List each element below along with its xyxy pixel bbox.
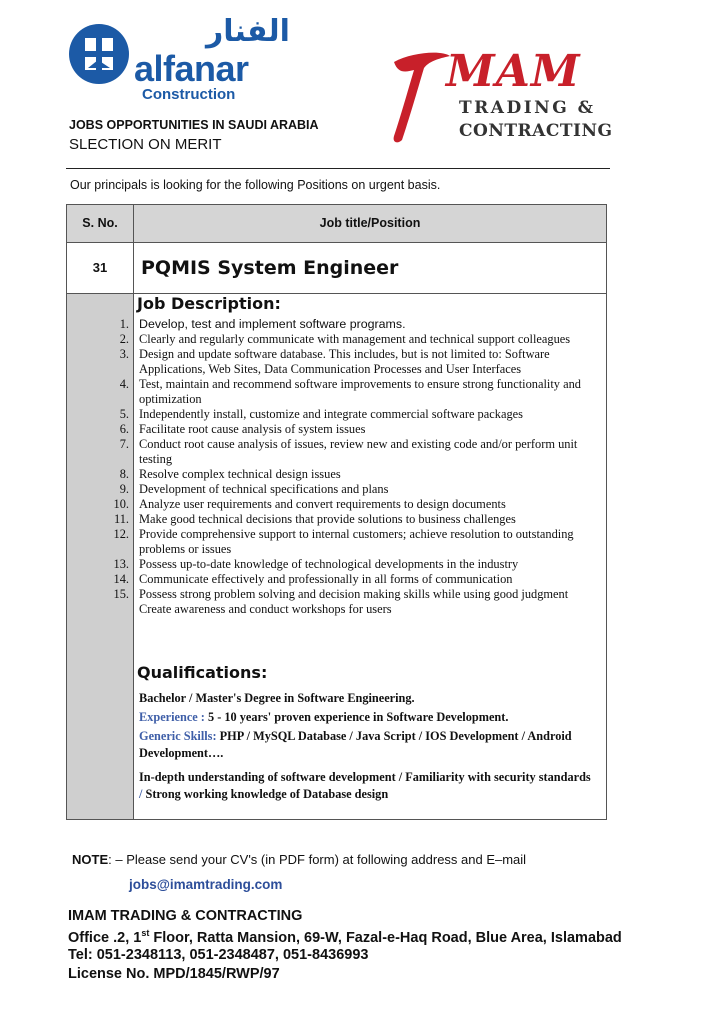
note-line <box>72 852 526 867</box>
job-description-item <box>107 347 607 377</box>
sno-column-header: S. No. <box>82 216 118 230</box>
item-number: 8. <box>119 467 129 481</box>
item-text: Analyze user requirements and convert requirements to design documents <box>139 497 506 511</box>
address-part-a: Office .2, 1 <box>68 929 142 946</box>
job-description-item <box>107 332 607 347</box>
imam-contracting-text: CONTRACTING <box>459 121 613 141</box>
job-description-item <box>107 377 607 407</box>
item-number: 15. <box>113 587 129 601</box>
job-description-item <box>107 317 607 332</box>
skills-value: PHP / MySQL Database / Java Script / IOS Development / Android Development…. <box>139 729 572 760</box>
job-description-item <box>107 422 607 437</box>
alfanar-logo <box>68 14 328 110</box>
header-divider <box>66 168 610 169</box>
qualification-degree: Bachelor / Master's Degree in Software Engineering. <box>139 691 415 705</box>
item-text: Create awareness and conduct workshops for users <box>139 602 392 616</box>
item-number: 5. <box>119 407 129 421</box>
job-serial-number: 31 <box>92 260 108 275</box>
jobs-heading: JOBS OPPORTUNITIES IN SAUDI ARABIA <box>69 118 319 132</box>
table-header-row <box>67 205 606 243</box>
qualifications-heading: Qualifications: <box>137 663 268 682</box>
item-text: Develop, test and implement software programs. <box>139 317 406 331</box>
item-number: 7. <box>119 437 129 451</box>
alfanar-arabic-name: الفنار <box>206 14 290 49</box>
company-phones: Tel: 051-2348113, 051-2348487, 051-8436993 <box>68 947 369 963</box>
item-number: 1. <box>119 317 129 331</box>
item-text: Facilitate root cause analysis of system issues <box>139 422 366 436</box>
job-table <box>66 204 607 820</box>
understanding-part-b: Strong working knowledge of Database design <box>145 787 389 801</box>
license-number: License No. MPD/1845/RWP/97 <box>68 966 280 982</box>
alfanar-name: alfanar <box>134 48 249 89</box>
job-description-list <box>107 317 607 617</box>
item-text: Provide comprehensive support to internal customers; achieve resolution to outstanding problems or issues <box>139 527 574 556</box>
job-description-item <box>107 497 607 512</box>
item-number: 2. <box>119 332 129 346</box>
item-number: 6. <box>119 422 129 436</box>
job-description-item <box>107 557 607 572</box>
imam-logo <box>384 48 624 148</box>
item-number: 14. <box>113 572 129 586</box>
item-text: Possess up-to-date knowledge of technological developments in the industry <box>139 557 519 571</box>
item-number: 4. <box>119 377 129 391</box>
qualification-skills <box>139 728 594 762</box>
experience-label: Experience : <box>139 710 205 724</box>
company-name: IMAM TRADING & CONTRACTING <box>68 908 303 924</box>
item-text: Possess strong problem solving and decision making skills while using good judgment <box>139 587 569 601</box>
alfanar-emblem-icon <box>68 23 130 85</box>
item-text: Independently install, customize and integrate commercial software packages <box>139 407 523 421</box>
job-description-item <box>107 467 607 482</box>
job-description-item <box>107 437 607 467</box>
job-title: PQMIS System Engineer <box>141 257 399 279</box>
job-description-item <box>107 587 607 602</box>
experience-value: 5 - 10 years' proven experience in Software Development. <box>207 710 509 724</box>
selection-note: SLECTION ON MERIT <box>69 136 222 153</box>
item-number: 11. <box>113 512 129 526</box>
item-text: Resolve complex technical design issues <box>139 467 341 481</box>
imam-trading-text: TRADING & <box>459 98 596 118</box>
item-text: Communicate effectively and professionally in all forms of communication <box>139 572 513 586</box>
intro-text: Our principals is looking for the following Positions on urgent basis. <box>70 178 441 192</box>
skills-label: Generic Skills: <box>139 729 217 743</box>
job-description-item <box>107 407 607 422</box>
job-description-item <box>107 512 607 527</box>
alfanar-subtitle: Construction <box>142 86 236 103</box>
item-text: Development of technical specifications and plans <box>139 482 389 496</box>
item-number: 3. <box>119 347 129 361</box>
item-text: Make good technical decisions that provide solutions to business challenges <box>139 512 516 526</box>
understanding-part-a: In-depth understanding of software development / Familiarity with security standards <box>139 770 591 784</box>
contact-email[interactable]: jobs@imamtrading.com <box>129 877 283 892</box>
understanding-separator: / <box>139 787 143 801</box>
qualification-understanding <box>139 769 594 803</box>
qualification-experience <box>139 709 594 726</box>
item-text: Clearly and regularly communicate with management and technical support colleagues <box>139 332 571 346</box>
job-description-item <box>107 527 607 557</box>
job-description-item <box>107 572 607 587</box>
job-row <box>67 243 606 294</box>
job-title-column-header: Job title/Position <box>319 216 421 230</box>
note-label: NOTE <box>72 852 109 867</box>
address-part-b: Floor, Ratta Mansion, 69-W, Fazal-e-Haq Road, Blue Area, Islamabad <box>149 929 622 946</box>
imam-letter-i-icon <box>384 48 454 148</box>
item-number: 10. <box>113 497 129 511</box>
job-description-heading: Job Description: <box>137 294 281 313</box>
address-superscript: st <box>141 928 150 938</box>
item-number: 9. <box>119 482 129 496</box>
item-number: 12. <box>113 527 129 541</box>
note-text: : – Please send your CV's (in PDF form) at following address and E–mail <box>108 852 527 867</box>
job-description-item <box>107 482 607 497</box>
item-number: 13. <box>113 557 129 571</box>
item-text: Conduct root cause analysis of issues, review new and existing code and/or perform unit testing <box>139 437 578 466</box>
item-text: Test, maintain and recommend software improvements to ensure strong functionality and optimization <box>139 377 581 406</box>
item-text: Design and update software database. This includes, but is not limited to: Software Applications, Web Sites, Data Communication Processes and User Interfaces <box>139 347 550 376</box>
job-description-item <box>107 602 607 617</box>
company-address <box>68 928 622 946</box>
imam-wordmark: MAM <box>446 46 581 97</box>
